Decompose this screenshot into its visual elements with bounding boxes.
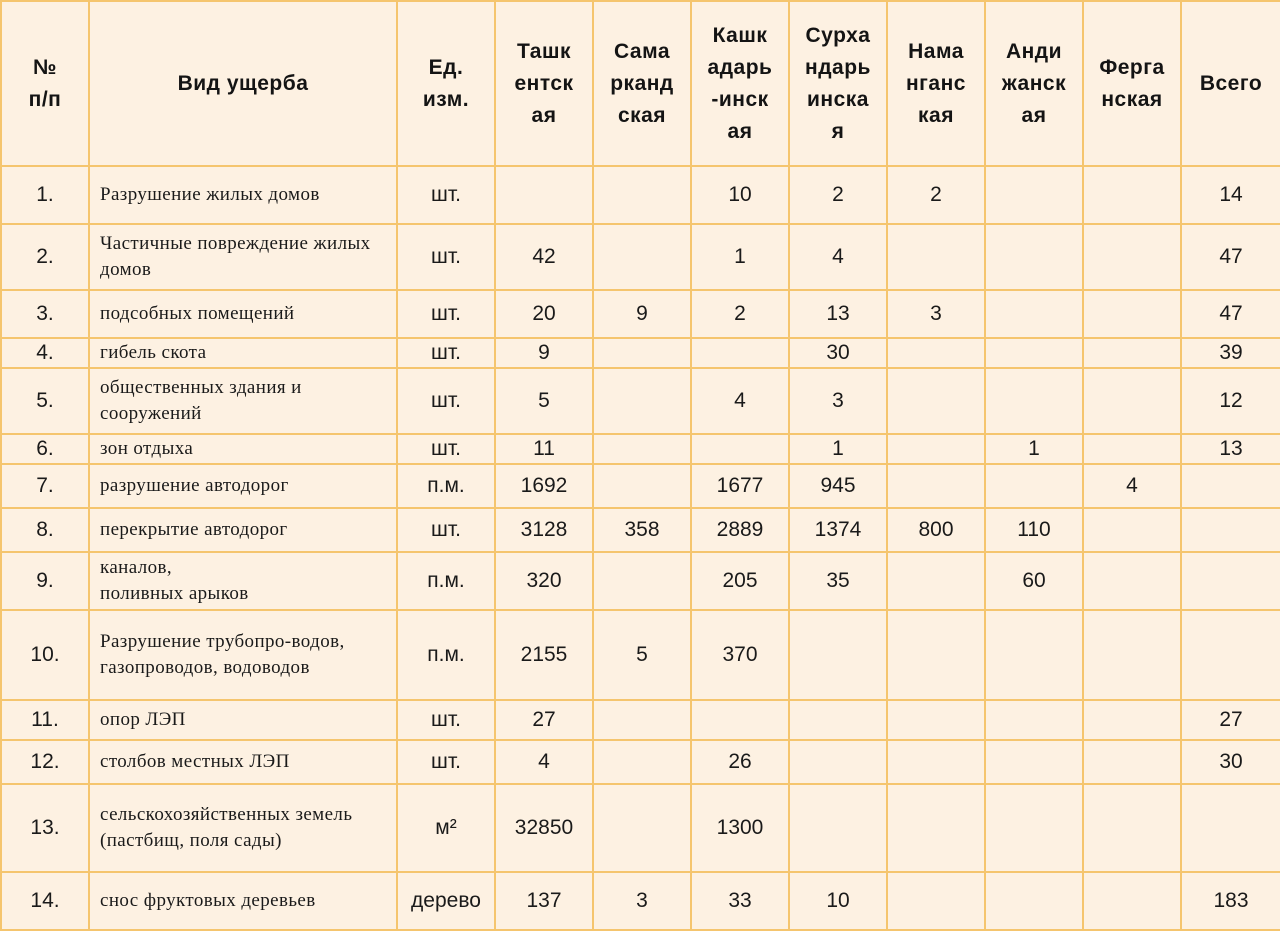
cell-fergana: [1083, 740, 1181, 784]
table-row: [1, 700, 1280, 740]
cell-tashkent: 11: [495, 434, 593, 464]
cell-tashkent: 5: [495, 368, 593, 434]
cell-total: 47: [1181, 290, 1280, 338]
cell-unit: [397, 224, 495, 290]
cell-surkhandarya: [789, 740, 887, 784]
cell-total: 14: [1181, 166, 1280, 224]
cell-type: подсобных помещений: [89, 290, 397, 338]
cell-total: 12: [1181, 368, 1280, 434]
cell-type: общественных здания и сооружений: [89, 368, 397, 434]
cell-kashkadarya: 26: [691, 740, 789, 784]
cell-surkhandarya: 1: [789, 434, 887, 464]
cell-samarkand: [593, 740, 691, 784]
cell-unit: [397, 166, 495, 224]
cell-num: 4.: [1, 338, 89, 368]
cell-namangan: 2: [887, 166, 985, 224]
cell-fergana: 4: [1083, 464, 1181, 508]
header-type: Вид ущерба: [89, 1, 397, 166]
cell-samarkand: 5: [593, 610, 691, 700]
cell-num: 5.: [1, 368, 89, 434]
cell-samarkand: [593, 434, 691, 464]
cell-total: [1181, 610, 1280, 700]
cell-surkhandarya: 945: [789, 464, 887, 508]
cell-andijan: [985, 740, 1083, 784]
table-row: [1, 784, 1280, 872]
table-row: [1, 224, 1280, 290]
cell-andijan: [985, 610, 1083, 700]
table-row: [1, 610, 1280, 700]
cell-total: 39: [1181, 338, 1280, 368]
cell-unit: [397, 338, 495, 368]
unit-label: шт.: [431, 437, 461, 460]
cell-type: гибель скота: [89, 338, 397, 368]
cell-total: [1181, 464, 1280, 508]
unit-label: шт.: [431, 341, 461, 364]
cell-fergana: [1083, 784, 1181, 872]
cell-samarkand: 9: [593, 290, 691, 338]
cell-samarkand: [593, 700, 691, 740]
cell-tashkent: 4: [495, 740, 593, 784]
table-row: [1, 290, 1280, 338]
unit-label: шт.: [431, 183, 461, 206]
cell-surkhandarya: 3: [789, 368, 887, 434]
cell-samarkand: [593, 552, 691, 610]
cell-kashkadarya: [691, 338, 789, 368]
cell-total: 183: [1181, 872, 1280, 930]
cell-tashkent: [495, 166, 593, 224]
table-row: [1, 872, 1280, 930]
header-tashkent: Ташкентская: [495, 1, 593, 166]
header-total: Всего: [1181, 1, 1280, 166]
cell-andijan: [985, 166, 1083, 224]
cell-total: 30: [1181, 740, 1280, 784]
header-num: № п/п: [1, 1, 89, 166]
cell-num: 3.: [1, 290, 89, 338]
cell-num: 9.: [1, 552, 89, 610]
cell-type: разрушение автодорог: [89, 464, 397, 508]
header-unit: Ед. изм.: [397, 1, 495, 166]
cell-unit: [397, 740, 495, 784]
cell-fergana: [1083, 290, 1181, 338]
cell-tashkent: 20: [495, 290, 593, 338]
cell-kashkadarya: 33: [691, 872, 789, 930]
table-row: [1, 338, 1280, 368]
cell-unit: [397, 872, 495, 930]
cell-namangan: 800: [887, 508, 985, 552]
cell-andijan: [985, 338, 1083, 368]
unit-label: п.м.: [427, 643, 465, 666]
table-row: [1, 508, 1280, 552]
cell-namangan: [887, 224, 985, 290]
header-andijan: Андижанская: [985, 1, 1083, 166]
cell-type: зон отдыха: [89, 434, 397, 464]
cell-andijan: 110: [985, 508, 1083, 552]
cell-num: 7.: [1, 464, 89, 508]
cell-type: снос фруктовых деревьев: [89, 872, 397, 930]
cell-kashkadarya: 10: [691, 166, 789, 224]
cell-type: каналов, поливных арыков: [89, 552, 397, 610]
unit-label: шт.: [431, 245, 461, 268]
cell-andijan: [985, 784, 1083, 872]
cell-type: сельскохозяйственных земель (пастбищ, поля сады): [89, 784, 397, 872]
cell-num: 6.: [1, 434, 89, 464]
cell-fergana: [1083, 552, 1181, 610]
cell-unit: [397, 552, 495, 610]
header-namangan: Наманганская: [887, 1, 985, 166]
cell-unit: [397, 368, 495, 434]
cell-kashkadarya: 2: [691, 290, 789, 338]
cell-type: Частичные повреждение жилых домов: [89, 224, 397, 290]
cell-surkhandarya: [789, 610, 887, 700]
cell-total: [1181, 508, 1280, 552]
cell-tashkent: 27: [495, 700, 593, 740]
cell-surkhandarya: 13: [789, 290, 887, 338]
cell-unit: [397, 784, 495, 872]
cell-total: 13: [1181, 434, 1280, 464]
unit-label: п.м.: [427, 569, 465, 592]
cell-tashkent: 3128: [495, 508, 593, 552]
cell-num: 10.: [1, 610, 89, 700]
cell-kashkadarya: 2889: [691, 508, 789, 552]
cell-type: столбов местных ЛЭП: [89, 740, 397, 784]
cell-andijan: 60: [985, 552, 1083, 610]
cell-samarkand: [593, 464, 691, 508]
cell-andijan: [985, 224, 1083, 290]
cell-kashkadarya: 4: [691, 368, 789, 434]
header-surkhandarya: Сурхандарьинская: [789, 1, 887, 166]
cell-fergana: [1083, 166, 1181, 224]
cell-fergana: [1083, 610, 1181, 700]
cell-unit: [397, 610, 495, 700]
cell-surkhandarya: [789, 700, 887, 740]
cell-kashkadarya: [691, 434, 789, 464]
cell-kashkadarya: 370: [691, 610, 789, 700]
cell-tashkent: 32850: [495, 784, 593, 872]
cell-samarkand: 3: [593, 872, 691, 930]
cell-kashkadarya: 1: [691, 224, 789, 290]
unit-label: шт.: [431, 302, 461, 325]
unit-label: шт.: [431, 708, 461, 731]
cell-surkhandarya: [789, 784, 887, 872]
cell-fergana: [1083, 224, 1181, 290]
cell-namangan: [887, 784, 985, 872]
cell-samarkand: [593, 368, 691, 434]
cell-num: 12.: [1, 740, 89, 784]
cell-type: Разрушение трубопро-водов, газопроводов, водоводов: [89, 610, 397, 700]
cell-namangan: [887, 552, 985, 610]
cell-namangan: 3: [887, 290, 985, 338]
table-row: [1, 464, 1280, 508]
cell-fergana: [1083, 368, 1181, 434]
cell-andijan: [985, 872, 1083, 930]
cell-namangan: [887, 368, 985, 434]
cell-tashkent: 9: [495, 338, 593, 368]
cell-total: 47: [1181, 224, 1280, 290]
cell-tashkent: 320: [495, 552, 593, 610]
cell-namangan: [887, 700, 985, 740]
cell-namangan: [887, 610, 985, 700]
cell-surkhandarya: 4: [789, 224, 887, 290]
unit-label: шт.: [431, 518, 461, 541]
cell-kashkadarya: 1300: [691, 784, 789, 872]
cell-namangan: [887, 464, 985, 508]
cell-unit: [397, 508, 495, 552]
cell-tashkent: 1692: [495, 464, 593, 508]
cell-total: [1181, 784, 1280, 872]
cell-surkhandarya: 10: [789, 872, 887, 930]
unit-label: шт.: [431, 389, 461, 412]
cell-num: 14.: [1, 872, 89, 930]
cell-surkhandarya: 35: [789, 552, 887, 610]
cell-kashkadarya: 1677: [691, 464, 789, 508]
cell-samarkand: [593, 224, 691, 290]
cell-fergana: [1083, 700, 1181, 740]
cell-andijan: [985, 290, 1083, 338]
header-samarkand: Самаркандская: [593, 1, 691, 166]
cell-kashkadarya: 205: [691, 552, 789, 610]
cell-num: 8.: [1, 508, 89, 552]
header-fergana: Ферганская: [1083, 1, 1181, 166]
unit-label: м²: [435, 816, 457, 839]
cell-num: 11.: [1, 700, 89, 740]
table-row: [1, 552, 1280, 610]
cell-total: [1181, 552, 1280, 610]
cell-andijan: [985, 700, 1083, 740]
cell-namangan: [887, 338, 985, 368]
cell-unit: [397, 464, 495, 508]
cell-num: 13.: [1, 784, 89, 872]
header-row: [1, 1, 1280, 166]
table-row: [1, 166, 1280, 224]
cell-unit: [397, 290, 495, 338]
cell-tashkent: 42: [495, 224, 593, 290]
cell-total: 27: [1181, 700, 1280, 740]
unit-label: шт.: [431, 750, 461, 773]
cell-namangan: [887, 434, 985, 464]
cell-type: Разрушение жилых домов: [89, 166, 397, 224]
cell-surkhandarya: 1374: [789, 508, 887, 552]
cell-type: перекрытие автодорог: [89, 508, 397, 552]
cell-unit: [397, 434, 495, 464]
cell-andijan: [985, 464, 1083, 508]
unit-label: п.м.: [427, 474, 465, 497]
cell-tashkent: 2155: [495, 610, 593, 700]
cell-surkhandarya: 30: [789, 338, 887, 368]
cell-samarkand: 358: [593, 508, 691, 552]
cell-samarkand: [593, 166, 691, 224]
cell-type: опор ЛЭП: [89, 700, 397, 740]
cell-namangan: [887, 740, 985, 784]
cell-surkhandarya: 2: [789, 166, 887, 224]
cell-andijan: [985, 368, 1083, 434]
cell-num: 1.: [1, 166, 89, 224]
cell-andijan: 1: [985, 434, 1083, 464]
table-row: [1, 434, 1280, 464]
cell-fergana: [1083, 434, 1181, 464]
cell-num: 2.: [1, 224, 89, 290]
cell-samarkand: [593, 338, 691, 368]
cell-tashkent: 137: [495, 872, 593, 930]
cell-fergana: [1083, 508, 1181, 552]
table-row: [1, 368, 1280, 434]
cell-fergana: [1083, 872, 1181, 930]
table-body: [1, 166, 1280, 930]
cell-unit: [397, 700, 495, 740]
cell-namangan: [887, 872, 985, 930]
unit-label: дерево: [411, 889, 481, 912]
header-kashkadarya: Кашкадарь-инская: [691, 1, 789, 166]
cell-fergana: [1083, 338, 1181, 368]
table-row: [1, 740, 1280, 784]
cell-kashkadarya: [691, 700, 789, 740]
cell-samarkand: [593, 784, 691, 872]
